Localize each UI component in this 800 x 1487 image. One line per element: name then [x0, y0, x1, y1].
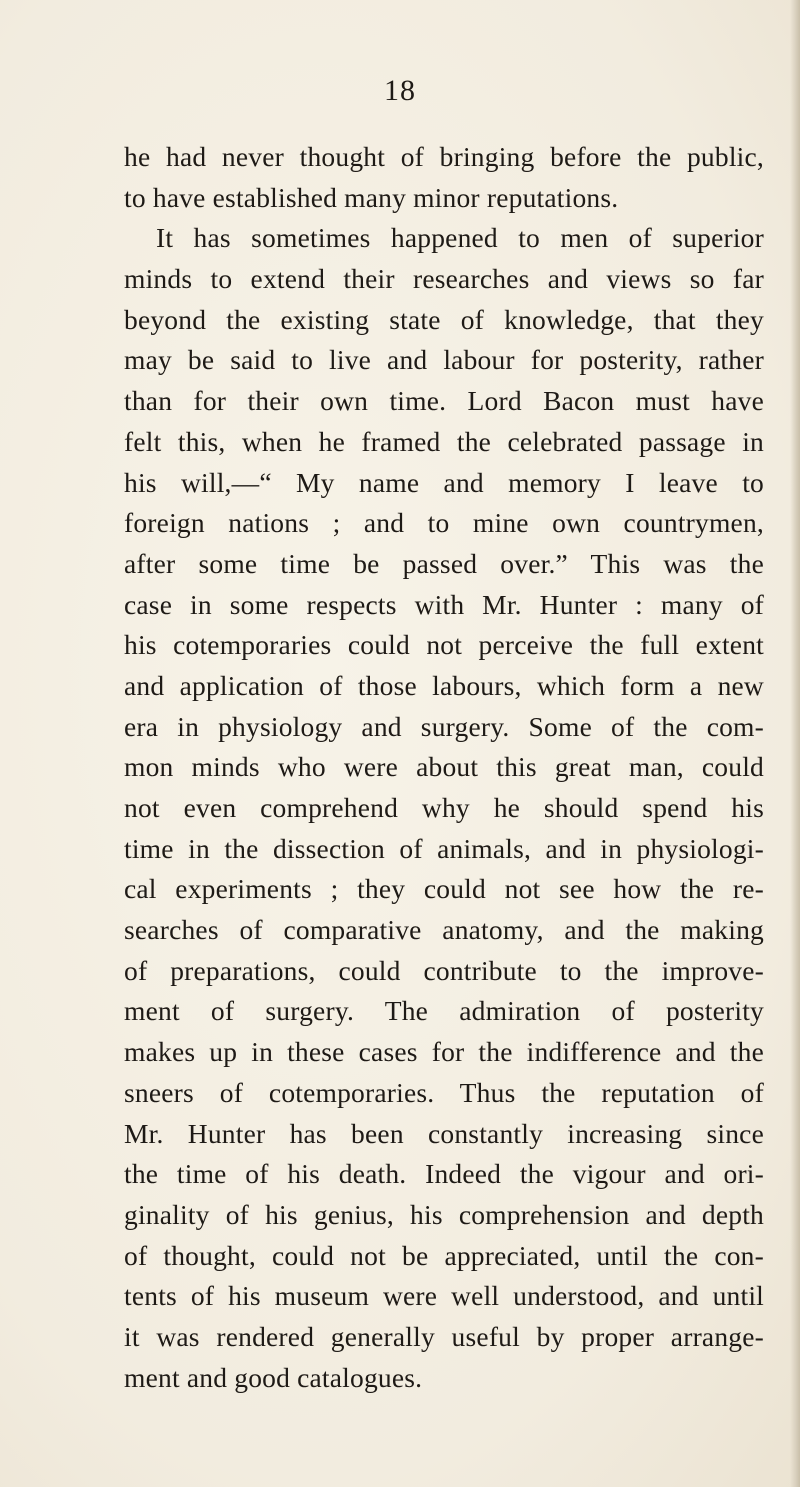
body-text — [124, 137, 764, 1398]
text-line: felt this, when he framed the celebrated passage in — [124, 425, 764, 457]
text-line: cal experiments ; they could not see how the re- — [124, 873, 764, 905]
text-line: ment and good catalogues. — [124, 1361, 423, 1393]
text-line: not even comprehend why he should spend his — [124, 792, 764, 823]
text-line: Mr. Hunter has been constantly increasing since — [124, 1117, 764, 1149]
page-number: 18 — [384, 74, 416, 107]
text-line: foreign nations ; and to mine own countrymen, — [124, 507, 764, 539]
text-line: searches of comparative anatomy, and the making — [124, 914, 764, 946]
text-line: time in the dissection of animals, and in physiologi- — [124, 832, 764, 864]
text-line: he had never thought of bringing before the public, — [124, 141, 764, 172]
text-line: his will,—“ My name and memory I leave to — [124, 466, 764, 498]
text-line: may be said to live and labour for posterity, rather — [124, 344, 764, 376]
text-line: and application of those labours, which form a new — [124, 669, 764, 701]
text-line: of preparations, could contribute to the improve- — [124, 954, 764, 986]
text-line: of thought, could not be appreciated, until the con- — [124, 1239, 764, 1271]
text-line: ment of surgery. The admiration of posterity — [124, 995, 764, 1027]
text-line: It has sometimes happened to men of superior — [156, 222, 764, 254]
text-line: sneers of cotemporaries. Thus the reputation of — [124, 1076, 764, 1108]
text-line: beyond the existing state of knowledge, that they — [124, 303, 764, 335]
text-line: his cotemporaries could not perceive the full extent — [124, 629, 764, 661]
page-edge — [790, 0, 800, 1487]
text-line: makes up in these cases for the indifference and the — [124, 1036, 764, 1068]
text-line: mon minds who were about this great man, could — [124, 751, 764, 783]
text-line: the time of his death. Indeed the vigour and ori- — [124, 1158, 764, 1190]
text-line: after some time be passed over.” This was the — [124, 547, 764, 579]
text-line: case in some respects with Mr. Hunter : many of — [124, 588, 764, 620]
text-line: ginality of his genius, his comprehension and depth — [124, 1198, 764, 1230]
text-line: it was rendered generally useful by proper arrange- — [124, 1320, 764, 1352]
text-line: tents of his museum were well understood, and until — [124, 1280, 764, 1312]
text-line: era in physiology and surgery. Some of the com- — [124, 710, 764, 742]
text-line: to have established many minor reputations. — [124, 181, 619, 213]
text-line: minds to extend their researches and views so far — [124, 263, 764, 295]
text-line: than for their own time. Lord Bacon must have — [124, 385, 764, 417]
